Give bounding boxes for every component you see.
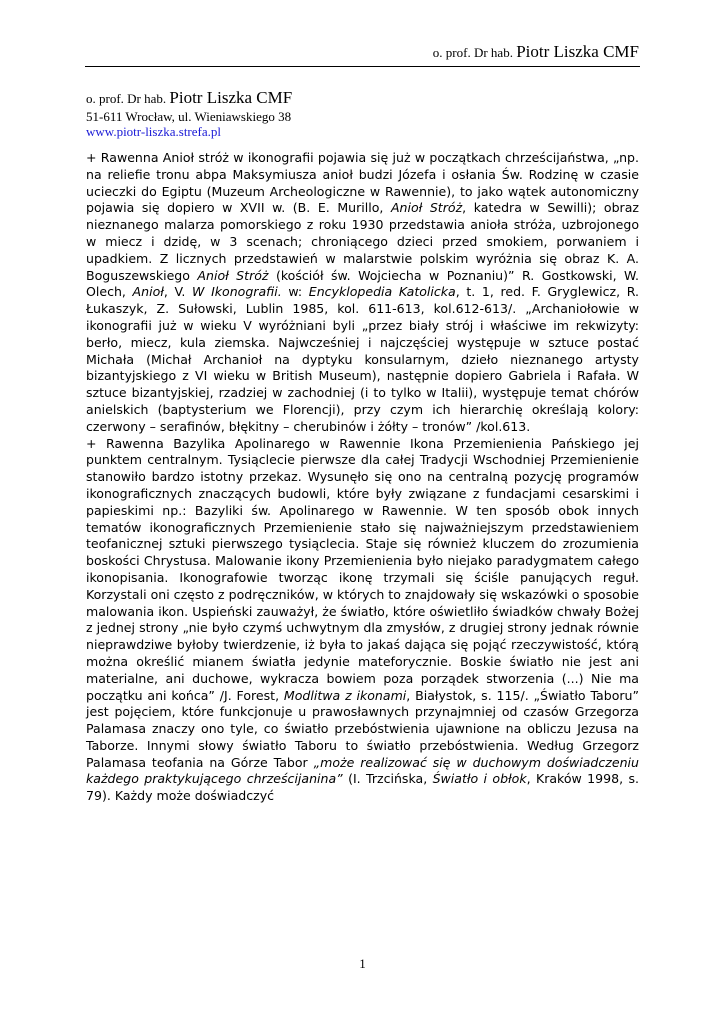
paragraph	[86, 150, 639, 436]
text-run: + Rawenna Bazylika Apolinarego w Rawennie Ikona Przemienienia Pańskiego jej punktem centralnym. Tysiąclecie pierwsze dla całej Tradycji Wschodniej Przemienienie stanowiło bardzo istotny przekaz. Wysunęło się ono na centralną pozycję programów ikonograficznych znaczących budowli, które były związane z fundacjami cesarskimi i papieskimi np.: Bazyliki św. Apolinarego w Rawennie. W ten sposób obok innych tematów ikonograficznych Przemienienie stało się najważniejszym przedstawieniem teofanicznej sztuki pierwszego tysiąclecia. Staje się również kluczem do zrozumienia boskości Chrystusa. Malowanie ikony Przemienienia było niejako paradygmatem całego ikonopisania. Ikonografowie tworząc ikonę trzymali się ściśle panujących reguł. Korzystali oni często z podręczników, w których to znajdowały się wskazówki o sposobie malowania ikon. Uspieński zauważył, że światło, które oświetliło świadków chwały Bożej z jednej strony „nie było czymś uchwytnym dla zmysłów, z drugiej strony jednak równie nieprawdziwe byłoby twierdzenie, iż była to jakaś dająca się pojąć rzeczywistość, którą można określić mianem światła jedynie mateforycznie. Boskie światło nie jest ani materialne, ani duchowe, wykracza bowiem poza porządek stworzenia (...) Nie ma początku ani końca” /J. Forest,	[86, 435, 639, 703]
header-rule	[85, 66, 640, 67]
italic-text: Światło i obłok	[432, 771, 527, 787]
paragraph	[86, 436, 639, 806]
address-prefix: o. prof. Dr hab.	[86, 91, 170, 106]
text-run: + Rawenna Anioł stróż w ikonografii pojawia się już w początkach chrześcijaństwa, „np. na reliefie tronu abpa Maksymiusza anioł budzi Józefa i osłania Św. Rodzinę w czasie ucieczki do Egiptu (Muzeum Archeologiczne w Rawennie), to jako wątek autonomiczny pojawia się dopiero w XVII w. (B. E. Murillo,	[86, 150, 639, 216]
text-run: , katedra w Sewilli); obraz nieznanego malarza pomorskiego z roku 1930 przedstawia anioła stróża, uzbrojonego w miecz i dzidę, w 3 scenach; chroniącego dzieci przed smokiem, porwaniem i upadkiem. Z licznych przedstawień w malarstwie polskim wyróżnia się obraz K. A. Boguszewskiego	[86, 200, 639, 283]
italic-text: W Ikonografii.	[192, 284, 282, 300]
text-run: w:	[281, 284, 309, 300]
address-author-name: Piotr Liszka CMF	[169, 88, 293, 107]
italic-text: Modlitwa z ikonami	[283, 687, 407, 703]
text-run: , V.	[163, 284, 193, 300]
italic-text: Anioł Stróż	[390, 200, 463, 216]
text-run: , t. 1, red. F. Gryglewicz, R. Łukaszyk, Z. Sułowski, Lublin 1985, kol. 611-613, kol.612-613/. „Archaniołowie w ikonografii już w wieku V wyróżniani byli „przez biały strój i właściwe im rekwizyty: berło, miecz, kula ziemska. Najwcześniej i najczęściej występuje w sztuce postać Michała (Michał Archanioł na dyptyku konsularnym, dzieło nieznanego artysty bizantyjskiego z VI wieku w British Museum), następnie dopiero Gabriela i Rafała. W sztuce bizantyjskiej, rzadziej w zachodniej (i to tylko w Italii), występuje temat chórów anielskich (baptysterium we Florencji), przy czym ich hierarchię określają kolory: czerwony – serafinów, błękitny – cherubinów i żółty – tronów” /kol.613.	[86, 284, 640, 434]
running-header	[433, 42, 639, 62]
italic-text: Anioł Stróż	[197, 267, 269, 283]
website-link[interactable]: www.piotr-liszka.strefa.pl	[86, 124, 221, 139]
text-run: (kościół św. Wojciecha w Poznaniu)” R. Gostkowski, W. Olech,	[86, 267, 640, 300]
italic-text: Anioł	[132, 284, 164, 300]
text-run: , Białystok, s. 115/. „Światło Taboru” jest pojęciem, które funkcjonuje u prawosławnych przynajmniej od czasów Grzegorza Palamasa znaczy ono tyle, co światło przebóstwienia ujawnione na obliczu Jezusa na Taborze. Innymi słowy światło Taboru to światło przebóstwienia. Według Grzegorz Palamasa teofania na Górze Tabor	[86, 687, 639, 770]
italic-text: Encyklopedia Katolicka	[308, 284, 456, 300]
author-address-block	[86, 88, 292, 139]
header-author-name: Piotr Liszka CMF	[516, 42, 639, 61]
page-number: 1	[359, 956, 366, 971]
text-run: , Kraków 1998, s. 79). Każdy może doświadczyć	[86, 771, 640, 804]
header-prefix: o. prof. Dr hab.	[432, 45, 517, 60]
text-run: (I. Trzcińska,	[342, 771, 433, 787]
italic-text: „może realizować się w duchowym doświadczeniu każdego praktykującego chrześcijanina”	[86, 754, 639, 787]
street-address: 51-611 Wrocław, ul. Wieniawskiego 38	[86, 109, 292, 124]
author-name-line	[86, 88, 292, 109]
body-text	[86, 150, 639, 805]
